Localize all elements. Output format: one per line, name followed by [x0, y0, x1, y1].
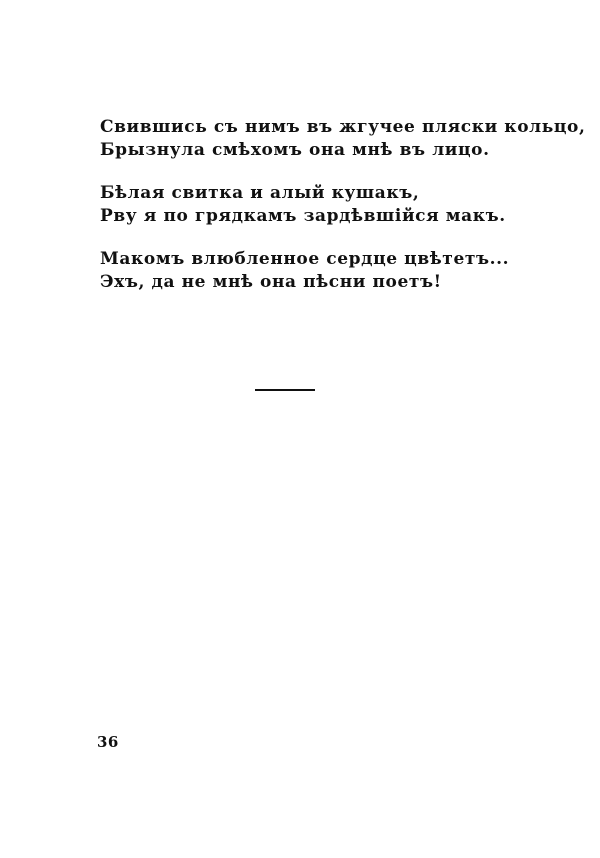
poem-line: Эхъ, да не мнѣ она пѣсни поетъ! [100, 272, 442, 292]
poem-line: Макомъ влюбленное сердце цвѣтетъ... [100, 249, 510, 269]
stanza-2 [100, 182, 540, 228]
stanza-1 [100, 116, 586, 162]
page-number: 36 [97, 733, 119, 751]
poem-line: Бѣлая свитка и алый кушакъ, [100, 183, 420, 203]
poem-line: Рву я по грядкамъ зардѣвшійся макъ. [100, 206, 506, 226]
poem-line: Свившись съ нимъ въ жгучее пляски кольцо, [100, 117, 586, 137]
poem-line: Брызнула смѣхомъ она мнѣ въ лицо. [100, 140, 490, 160]
stanza-3 [100, 248, 540, 294]
poem [100, 116, 586, 314]
section-divider [255, 389, 315, 391]
